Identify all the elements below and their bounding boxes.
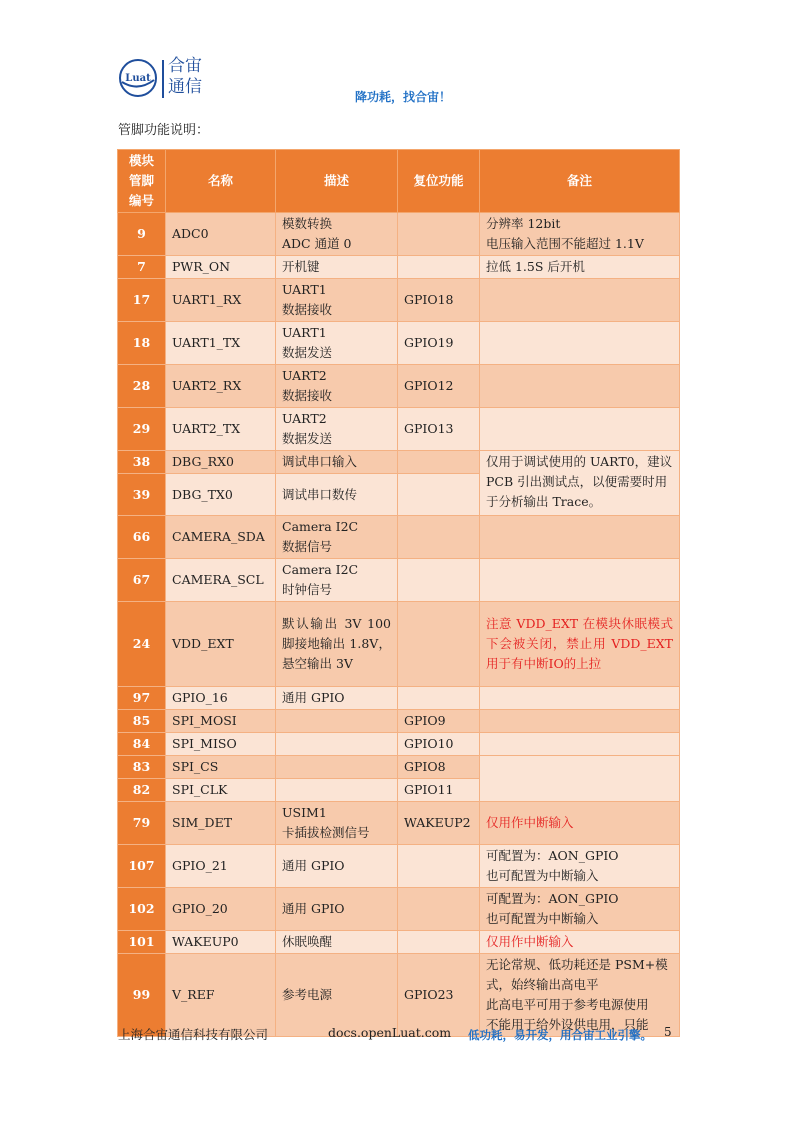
pin-note <box>480 279 680 322</box>
pin-reset: GPIO8 <box>398 756 480 779</box>
pin-description: Camera I2C 数据信号 <box>276 516 398 559</box>
logo-wordmark <box>168 56 202 98</box>
section-title: 管脚功能说明： <box>118 123 210 138</box>
pin-note: 可配置为：AON_GPIO 也可配置为中断输入 <box>480 845 680 888</box>
table-header-row <box>118 150 680 213</box>
pin-note: 仅用作中断输入 <box>480 931 680 954</box>
table-row <box>118 802 680 845</box>
pin-name: SPI_CS <box>166 756 276 779</box>
pin-note: 无论常规、低功耗还是 PSM+模式，始终输出高电平 此高电平可用于参考电源使用 不能用于给外设供电用，只能 <box>480 954 680 1037</box>
table-row <box>118 756 680 779</box>
pin-number: 107 <box>118 845 166 888</box>
pin-function-table <box>117 149 680 1037</box>
pin-description: 模数转换 ADC 通道 0 <box>276 213 398 256</box>
pin-reset <box>398 931 480 954</box>
pin-name: VDD_EXT <box>166 602 276 687</box>
table-row <box>118 602 680 687</box>
pin-description: Camera I2C 时钟信号 <box>276 559 398 602</box>
pin-reset <box>398 474 480 516</box>
pin-note: 仅用作中断输入 <box>480 802 680 845</box>
pin-name: CAMERA_SCL <box>166 559 276 602</box>
pin-note <box>480 516 680 559</box>
logo-line-2: 通信 <box>168 77 202 97</box>
footer-website[interactable]: docs.openLuat.com <box>328 1025 452 1040</box>
footer-tagline: 低功耗，易开发，用合宙工业引擎。 <box>468 1028 652 1042</box>
table-row <box>118 733 680 756</box>
header-reset-function: 复位功能 <box>398 150 480 213</box>
table-row <box>118 845 680 888</box>
pin-description: UART1 数据接收 <box>276 279 398 322</box>
pin-name: GPIO_16 <box>166 687 276 710</box>
pin-reset: GPIO19 <box>398 322 480 365</box>
pin-description: 调试串口输入 <box>276 451 398 474</box>
pin-reset <box>398 845 480 888</box>
pin-number: 79 <box>118 802 166 845</box>
logo-divider <box>162 60 164 98</box>
pin-reset <box>398 602 480 687</box>
pin-note <box>480 687 680 710</box>
pin-description: UART2 数据接收 <box>276 365 398 408</box>
page-number: 5 <box>664 1025 672 1039</box>
pin-reset <box>398 559 480 602</box>
pin-reset: GPIO11 <box>398 779 480 802</box>
pin-note <box>480 365 680 408</box>
pin-number: 97 <box>118 687 166 710</box>
pin-reset <box>398 687 480 710</box>
pin-note <box>480 733 680 756</box>
table-row <box>118 451 680 474</box>
pin-name: SIM_DET <box>166 802 276 845</box>
pin-note: 可配置为：AON_GPIO 也可配置为中断输入 <box>480 888 680 931</box>
header-description: 描述 <box>276 150 398 213</box>
pin-description: 休眠唤醒 <box>276 931 398 954</box>
pin-note <box>480 408 680 451</box>
pin-number: 39 <box>118 474 166 516</box>
pin-name: ADC0 <box>166 213 276 256</box>
pin-number: 99 <box>118 954 166 1037</box>
pin-number: 102 <box>118 888 166 931</box>
pin-name: WAKEUP0 <box>166 931 276 954</box>
pin-number: 85 <box>118 710 166 733</box>
pin-description: 通用 GPIO <box>276 888 398 931</box>
pin-description: 参考电源 <box>276 954 398 1037</box>
pin-number: 29 <box>118 408 166 451</box>
header-pin-number: 模块 管脚 编号 <box>118 150 166 213</box>
pin-name: UART2_RX <box>166 365 276 408</box>
pin-name: PWR_ON <box>166 256 276 279</box>
svg-text:Luat: Luat <box>125 73 151 84</box>
pin-name: UART1_RX <box>166 279 276 322</box>
pin-reset <box>398 516 480 559</box>
table-row <box>118 279 680 322</box>
table-row <box>118 516 680 559</box>
pin-number: 82 <box>118 779 166 802</box>
pin-reset: GPIO23 <box>398 954 480 1037</box>
luat-logo-icon <box>118 58 158 98</box>
pin-name: DBG_TX0 <box>166 474 276 516</box>
pin-description <box>276 733 398 756</box>
table-row <box>118 931 680 954</box>
pin-reset: GPIO12 <box>398 365 480 408</box>
pin-reset: GPIO10 <box>398 733 480 756</box>
pin-description: 调试串口数传 <box>276 474 398 516</box>
pin-number: 83 <box>118 756 166 779</box>
pin-name: UART1_TX <box>166 322 276 365</box>
pin-name: CAMERA_SDA <box>166 516 276 559</box>
pin-note: 分辨率 12bit 电压输入范围不能超过 1.1V <box>480 213 680 256</box>
header-note: 备注 <box>480 150 680 213</box>
pin-number: 28 <box>118 365 166 408</box>
pin-description: 通用 GPIO <box>276 687 398 710</box>
pin-note <box>480 710 680 733</box>
pin-reset <box>398 451 480 474</box>
pin-reset: WAKEUP2 <box>398 802 480 845</box>
pin-name: SPI_CLK <box>166 779 276 802</box>
pin-description: 开机键 <box>276 256 398 279</box>
pin-number: 38 <box>118 451 166 474</box>
pin-number: 24 <box>118 602 166 687</box>
pin-note <box>480 559 680 602</box>
pin-description: USIM1 卡插拔检测信号 <box>276 802 398 845</box>
table-row <box>118 256 680 279</box>
company-logo <box>118 56 214 102</box>
pin-name: GPIO_20 <box>166 888 276 931</box>
pin-description: UART2 数据发送 <box>276 408 398 451</box>
table-row <box>118 888 680 931</box>
pin-description: 通用 GPIO <box>276 845 398 888</box>
pin-description: 默认输出 3V 100 脚接地输出 1.8V，悬空输出 3V <box>276 602 398 687</box>
pin-note: 仅用于调试使用的 UART0，建议 PCB 引出测试点，以便需要时用于分析输出 Trace。 <box>480 451 680 516</box>
table-row <box>118 322 680 365</box>
pin-name: SPI_MISO <box>166 733 276 756</box>
pin-note <box>480 756 680 802</box>
pin-number: 67 <box>118 559 166 602</box>
table-row <box>118 213 680 256</box>
pin-name: DBG_RX0 <box>166 451 276 474</box>
pin-note: 拉低 1.5S 后开机 <box>480 256 680 279</box>
pin-name: SPI_MOSI <box>166 710 276 733</box>
pin-reset: GPIO18 <box>398 279 480 322</box>
header-name: 名称 <box>166 150 276 213</box>
pin-number: 17 <box>118 279 166 322</box>
table-row <box>118 365 680 408</box>
table-row <box>118 687 680 710</box>
pin-number: 84 <box>118 733 166 756</box>
pin-note <box>480 322 680 365</box>
logo-line-1: 合宙 <box>168 56 202 76</box>
pin-name: V_REF <box>166 954 276 1037</box>
pin-description: UART1 数据发送 <box>276 322 398 365</box>
pin-name: UART2_TX <box>166 408 276 451</box>
pin-reset <box>398 888 480 931</box>
pin-reset: GPIO13 <box>398 408 480 451</box>
table-row <box>118 710 680 733</box>
header-slogan: 降功耗，找合宙！ <box>355 90 452 104</box>
pin-description <box>276 779 398 802</box>
pin-number: 7 <box>118 256 166 279</box>
pin-description <box>276 756 398 779</box>
pin-reset <box>398 213 480 256</box>
pin-number: 101 <box>118 931 166 954</box>
pin-name: GPIO_21 <box>166 845 276 888</box>
pin-number: 9 <box>118 213 166 256</box>
table-row <box>118 408 680 451</box>
pin-reset: GPIO9 <box>398 710 480 733</box>
pin-reset <box>398 256 480 279</box>
pin-number: 66 <box>118 516 166 559</box>
footer-company: 上海合宙通信科技有限公司 <box>118 1027 269 1042</box>
pin-note: 注意 VDD_EXT 在模块休眠模式下会被关闭，禁止用 VDD_EXT用于有中断IO的上拉 <box>480 602 680 687</box>
table-row <box>118 559 680 602</box>
pin-description <box>276 710 398 733</box>
pin-number: 18 <box>118 322 166 365</box>
